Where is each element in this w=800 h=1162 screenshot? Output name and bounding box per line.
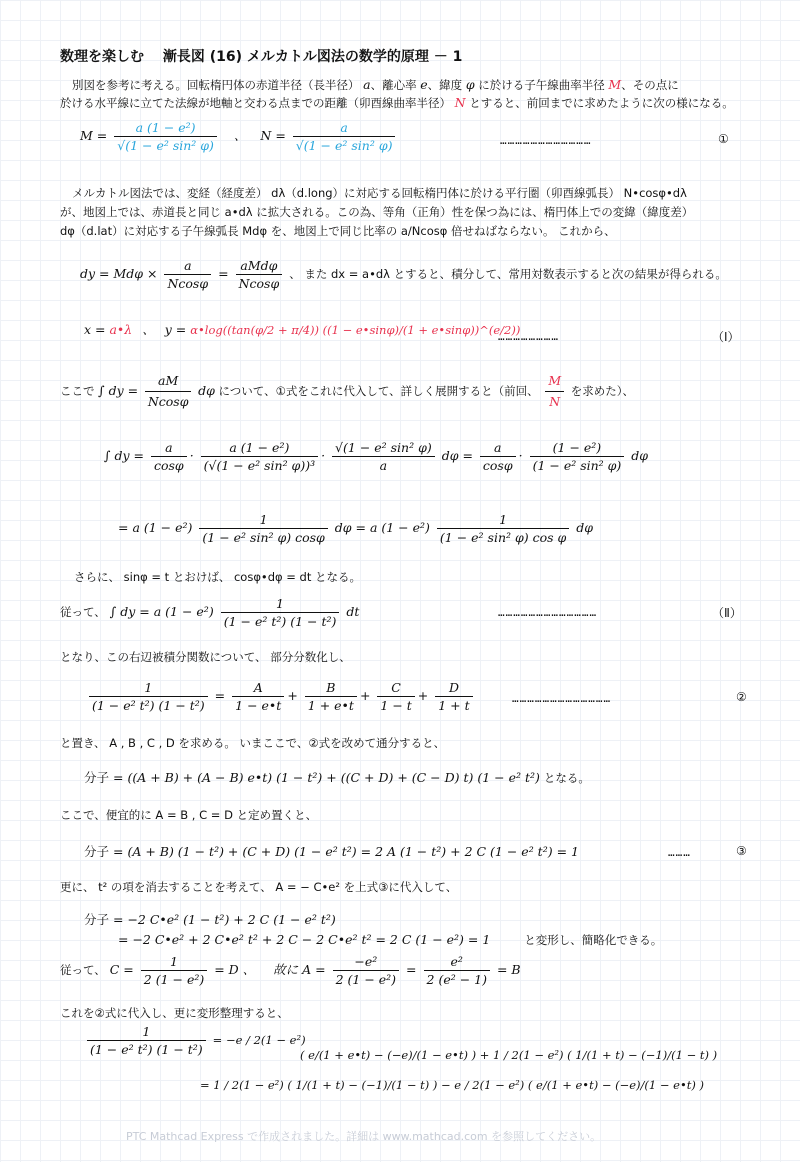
fraction-denominator: cosφ <box>153 458 184 473</box>
eq3-number: ③ <box>736 844 747 858</box>
para7: 更に、 t² の項を消去することを考えて、 A = − C•e² を上式③に代入して、 <box>60 880 458 894</box>
para2-line-2: が、地図上では、赤道長と同じ a•dλ に拡大される。この為、等角（正角）性を保つ為には、楕円体上での変緯（緯度差） <box>60 205 694 219</box>
eqII-label: （Ⅱ） <box>712 606 742 620</box>
equals-sign: = <box>406 962 417 977</box>
eqI-separator: 、 <box>142 322 155 337</box>
eqI-x: x = <box>84 322 106 337</box>
intro-line-1 <box>72 76 679 94</box>
fraction-numerator: e² <box>424 954 490 971</box>
fraction-denominator: √(1 − e² sin² φ) <box>117 138 214 153</box>
eqI-y-value: α•log((tan(φ/2 + π/4)) ((1 − e•sinφ)/(1 + e•sinφ))^(e/2)) <box>190 323 521 337</box>
eqII-prefix: 従って、 <box>60 605 106 619</box>
expansion-line-1: ∫ dy = $\frac{a}{\cos\varphi}$ · $\frac{\text{a (1 − e²)}}{\text{(√(1 − e² sin² φ))³}}$ · $\frac{\text{√(1 − e² sin² φ)}}{a}$ dφ = $\frac{a}{\cos\varphi}$ · $\frac{\text{(1 − e²)}}{\text{(1 − e² sin² φ)}}$ dφ <box>104 440 649 473</box>
eqI-x-value: a•λ <box>109 322 133 337</box>
numerator-expansion-2-line-2 <box>118 932 662 948</box>
fraction-denominator: (1 − e² t²) (1 − t²) <box>92 698 205 713</box>
eq3-label: 分子 = <box>84 844 124 859</box>
fraction-numerator: aM <box>145 372 192 392</box>
equation-2: $\frac{1}{\text{(1 − e² t²) (1 − t²)}}$ = $\frac{A}{1 - e•t}$ + $\frac{B}{1 + e•t}$ + $\frac{C}{1 - t}$ + $\frac{D}{1 + t}$ <box>86 680 476 713</box>
fraction-numerator: B <box>305 680 357 697</box>
intro-text: 、その点に <box>621 78 679 92</box>
fraction-denominator: Ncosφ <box>167 276 209 291</box>
numer2-line2: = −2 C•e² + 2 C•e² t² + 2 C − 2 C•e² t² = 2 C (1 − e²) = 1 <box>118 932 491 947</box>
eqII-leader-dots: ………………………………… <box>498 606 598 619</box>
fraction-numerator: a <box>164 258 211 275</box>
eq1-lhs-M: M = <box>80 128 108 143</box>
intro-line-2 <box>60 94 734 112</box>
page-title: 数理を楽しむ 漸長図 (16) メルカトル図法の数学的原理 － 1 <box>60 49 463 65</box>
fraction-denominator: 1 + e•t <box>307 698 354 713</box>
fraction-C <box>377 680 414 713</box>
fraction-numerator: a (1 − e²) <box>201 440 318 457</box>
exp2-tail: dφ <box>576 520 594 535</box>
eq3-leader-dots: ……… <box>668 846 691 859</box>
para3-text: について、①式をこれに代入して、詳しく展開すると（前回、 <box>218 384 539 398</box>
para4: となり、この右辺被積分関数について、 部分分数化し、 <box>60 650 351 664</box>
dy-tail-text: 、 また dx = a•dλ とすると、積分して、常用対数表示すると次の結果が得られる。 <box>289 267 727 281</box>
numer2-label: 分子 = <box>84 912 124 927</box>
symbol-a: a <box>363 77 371 92</box>
fraction <box>89 680 208 713</box>
fraction <box>87 1024 206 1057</box>
fraction-N <box>293 120 396 153</box>
numerator-expansion-1 <box>84 768 590 786</box>
numer2-tail: と変形し、簡略化できる。 <box>524 933 663 947</box>
result-eqB: = B <box>496 962 521 977</box>
fraction <box>201 440 318 473</box>
fraction-denominator: Ncosφ <box>238 276 280 291</box>
fraction-numerator: a <box>480 440 516 457</box>
equals-sign: = <box>214 688 226 703</box>
fraction-denominator: a <box>379 458 388 473</box>
intro-text: に於ける子午線曲率半径 <box>478 78 605 92</box>
fraction <box>530 440 625 473</box>
exp2-lhs: = a (1 − e²) <box>118 520 193 535</box>
exp1-lhs: ∫ dy = <box>104 448 144 463</box>
fraction-denominator: (1 − e² sin² φ) cosφ <box>202 530 325 545</box>
result-prefix: 従って、 <box>60 963 106 977</box>
fraction-numerator: √(1 − e² sin² φ) <box>332 440 435 457</box>
fraction-numerator: (1 − e²) <box>530 440 625 457</box>
numer1-expr: ((A + B) + (A − B) e•t) (1 − t²) + ((C + D) + (C − D) t) (1 − e² t²) <box>127 770 540 785</box>
equation-dy <box>80 258 727 291</box>
result-line <box>60 954 521 987</box>
fraction <box>424 954 490 987</box>
numer1-tail: となる。 <box>543 771 590 785</box>
fraction <box>236 258 283 291</box>
footer-watermark: PTC Mathcad Express で作成されました。詳細は www.mathcad.com を参照してください。 <box>126 1130 602 1143</box>
fraction-numerator: A <box>232 680 284 697</box>
fraction-numerator: D <box>435 680 472 697</box>
eqI-leader-dots: …………………… <box>498 330 559 343</box>
fraction-denominator: 1 − t <box>380 698 412 713</box>
eq2-leader-dots: ………………………………… <box>512 692 612 705</box>
para6: ここで、便宜的に A = B , C = D と定め置くと、 <box>60 808 318 822</box>
fraction-denominator: (1 − e² sin² φ) <box>532 458 622 473</box>
dy-lhs: dy = Mdφ × <box>80 266 158 281</box>
fraction-denominator: cosφ <box>482 458 513 473</box>
para2-line-1: メルカトル図法では、変経（経度差） dλ（d.long）に対応する回転楕円体に於ける平行圏（卯酉線弧長） N•cosφ•dλ <box>72 186 687 200</box>
fraction <box>151 440 187 473</box>
intro-text: 、緯度 <box>427 78 463 92</box>
result-eqD: = D 、 <box>214 962 256 977</box>
fraction-numerator: M <box>545 372 564 392</box>
eqII-tail: dt <box>346 604 360 619</box>
integral-lhs: ∫ dy = <box>98 383 139 398</box>
fraction-M <box>114 120 217 153</box>
exp1-tail: dφ <box>631 448 649 463</box>
final-r1a: = −e / 2(1 − e²) <box>212 1033 306 1047</box>
eq3-expr: (A + B) (1 − t²) + (C + D) (1 − e² t²) = 2 A (1 − t²) + 2 C (1 − e² t²) = 1 <box>127 844 579 859</box>
fraction <box>332 440 435 473</box>
intro-text: 、離心率 <box>370 78 417 92</box>
final-expansion-line-1b: ( e/(1 + e•t) − (−e)/(1 − e•t) ) + 1 / 2(1 − e²) ( 1/(1 + t) − (−1)/(1 − t) ) <box>300 1048 718 1062</box>
fraction <box>164 258 211 291</box>
symbol-N: N <box>454 95 466 110</box>
fraction-denominator: (1 − e² t²) (1 − t²) <box>90 1042 203 1057</box>
fraction-D <box>435 680 472 713</box>
fraction-denominator: 2 (e² − 1) <box>426 972 487 987</box>
fraction <box>480 440 516 473</box>
result-C: C = <box>109 962 134 977</box>
fraction-denominator: 2 (1 − e²) <box>143 972 205 987</box>
exp1-mid: dφ = <box>441 448 473 463</box>
fraction-numerator: a <box>293 120 396 137</box>
para3-suffix: を求めた）、 <box>570 384 635 398</box>
para8: これを②式に代入し、更に変形整理すると、 <box>60 1006 289 1020</box>
fraction-numerator: −e² <box>333 954 399 971</box>
eq1-leader-dots: ……………………………… <box>500 134 592 147</box>
fraction-numerator: C <box>377 680 414 697</box>
fraction <box>145 372 192 411</box>
fraction-A <box>232 680 284 713</box>
fraction-numerator: 1 <box>87 1024 206 1041</box>
para3-prefix: ここで <box>60 384 95 398</box>
fraction-B <box>305 680 357 713</box>
fraction <box>199 512 327 545</box>
intro-text: 於ける水平線に立てた法線が地軸と交わる点までの距離（卯酉線曲率半径） <box>60 96 451 110</box>
fraction <box>437 512 569 545</box>
numer1-label: 分子 = <box>84 770 124 785</box>
fraction-denominator: Ncosφ <box>147 394 189 409</box>
fraction-denominator: N <box>549 394 561 409</box>
equals-sign: = <box>218 266 229 281</box>
fraction-numerator: 1 <box>199 512 327 529</box>
eq2-label: ② <box>736 690 747 704</box>
eq1-lhs-N: N = <box>260 128 286 143</box>
fraction-numerator: 1 <box>221 596 340 613</box>
fraction-numerator: a (1 − e²) <box>114 120 217 137</box>
fraction-denominator: (1 − e² sin² φ) cos φ <box>439 530 567 545</box>
fraction-numerator: 1 <box>141 954 207 971</box>
fraction-denominator: 2 (1 − e²) <box>335 972 397 987</box>
para2-line-3: dφ（d.lat）に対応する子午線弧長 Mdφ を、地図上で同じ比率の a/Ncosφ 倍せねばならない。 これから、 <box>60 224 616 238</box>
fraction-numerator: aMdφ <box>236 258 283 275</box>
para3 <box>60 372 634 411</box>
para5: と置き、 A , B , C , D を求める。 いまここで、②式を改めて通分すると、 <box>60 736 446 750</box>
numer2-line1: −2 C•e² (1 − t²) + 2 C (1 − e² t²) <box>127 912 336 927</box>
fraction-numerator: 1 <box>89 680 208 697</box>
intro-text: とすると、前回までに求めたように次の様になる。 <box>469 96 734 110</box>
symbol-phi: φ <box>465 77 475 92</box>
symbol-M: M <box>608 77 622 92</box>
numerator-expansion-2-line-1 <box>84 910 336 928</box>
fraction <box>141 954 207 987</box>
fraction-denominator: (1 − e² t²) (1 − t²) <box>223 614 337 629</box>
symbol-e: e <box>420 77 428 92</box>
fraction-M-over-N <box>545 372 564 411</box>
fraction-denominator: 1 + t <box>438 698 470 713</box>
fraction <box>221 596 340 629</box>
final-expansion-line-1 <box>84 1024 306 1057</box>
eq1-label: ① <box>718 132 729 146</box>
equation-3 <box>84 842 579 860</box>
fraction-denominator: √(1 − e² sin² φ) <box>295 138 393 153</box>
exp2-mid: dφ = a (1 − e²) <box>334 520 430 535</box>
eq1-separator: 、 <box>233 128 247 143</box>
substitution-text: さらに、 sinφ = t とおけば、 cosφ•dφ = dt となる。 <box>74 570 361 584</box>
eqI-y: y = <box>164 322 187 337</box>
fraction-denominator: (√(1 − e² sin² φ))³ <box>203 458 316 473</box>
equation-I <box>84 320 520 338</box>
final-expansion-line-2: = 1 / 2(1 − e²) ( 1/(1 + t) − (−1)/(1 − t) ) − e / 2(1 − e²) ( e/(1 + e•t) − (−e)/(1 − e•t) ) <box>200 1078 705 1092</box>
expansion-line-2 <box>118 512 593 545</box>
fraction-numerator: a <box>151 440 187 457</box>
equation-II <box>60 596 359 629</box>
fraction-numerator: 1 <box>437 512 569 529</box>
intro-text: 別図を参考に考える。回転楕円体の赤道半径（長半径） <box>72 78 360 92</box>
eqII-lhs: ∫ dy = a (1 − e²) <box>109 604 214 619</box>
fraction <box>333 954 399 987</box>
integral-tail: dφ <box>198 383 215 398</box>
result-mid: 故に A = <box>273 962 326 977</box>
fraction-denominator: 1 − e•t <box>235 698 282 713</box>
eqI-label: （Ⅰ） <box>712 330 740 344</box>
equation-1 <box>80 120 398 153</box>
